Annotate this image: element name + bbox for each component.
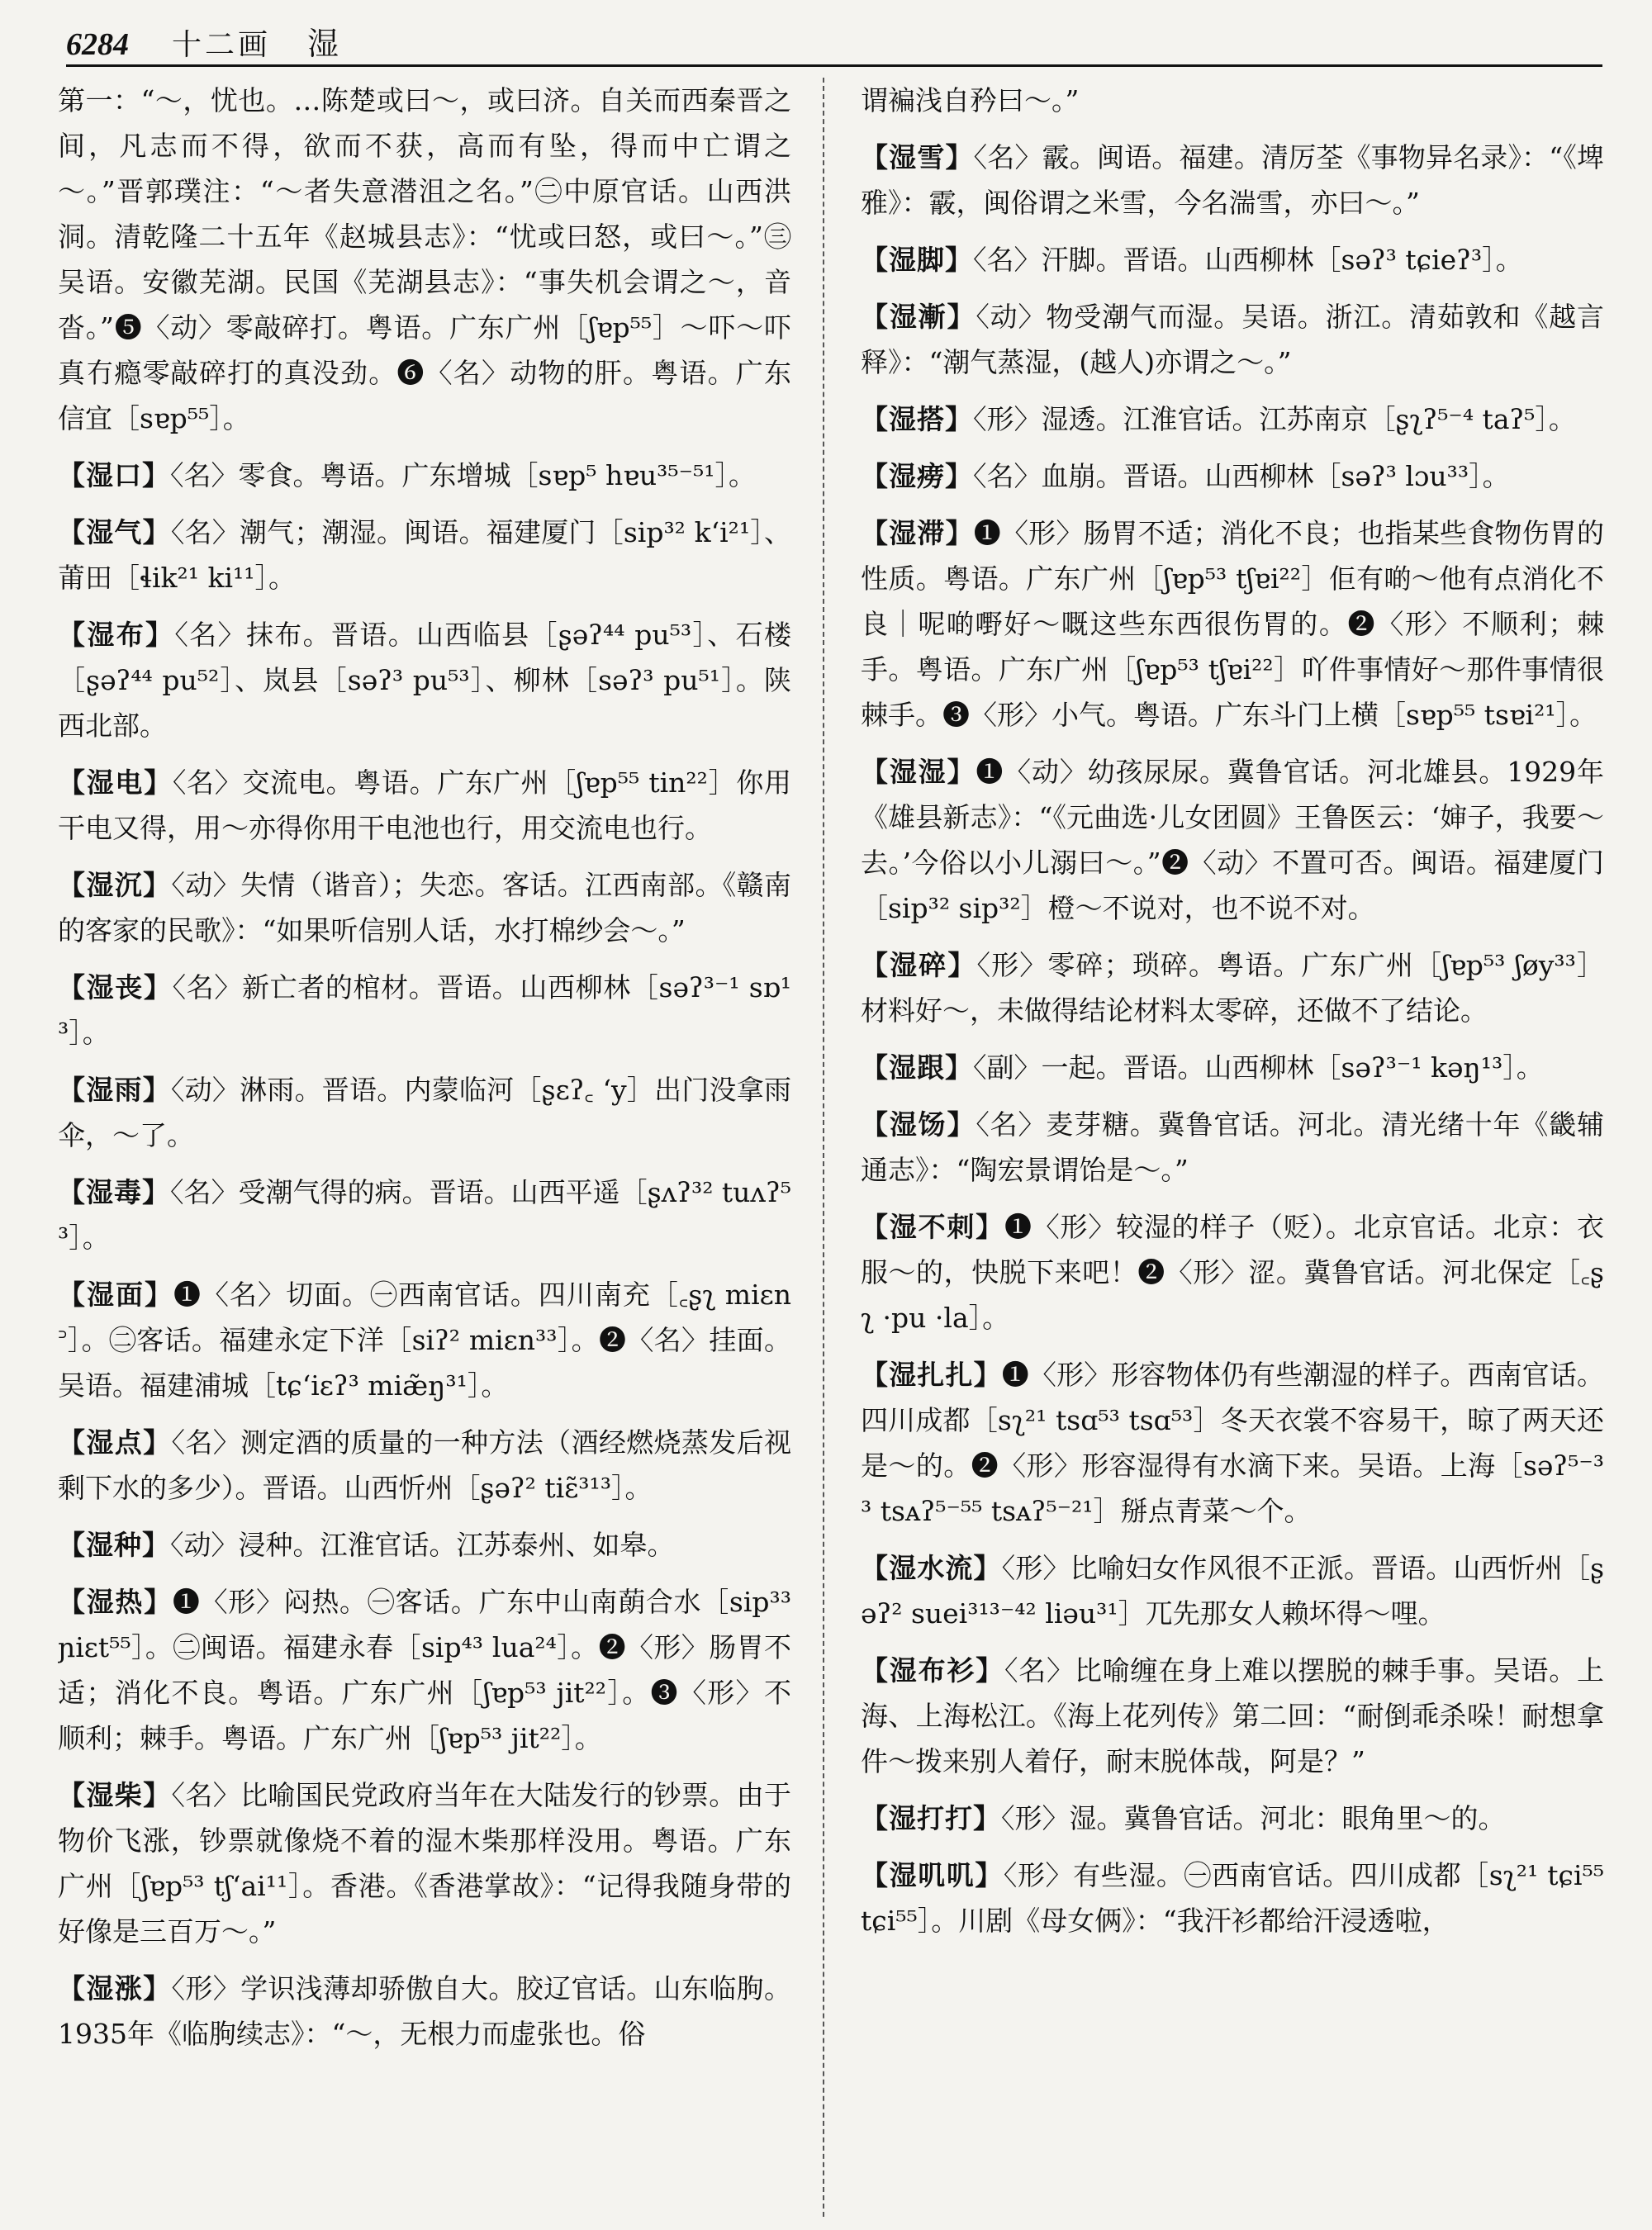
entry-headword: 【湿雨】: [58, 1074, 171, 1106]
entry-definition: ❶〈形〉形容物体仍有些潮湿的样子。西南官话。四川成都［sʅ²¹ tsɑ⁵³ tsɑ⁵³］冬天衣裳不容易干，晾了两天还是～的。❷〈形〉形容湿得有水滴下来。吴语。上海［səʔ⁵⁻³³ tsᴀʔ⁵⁻⁵⁵ tsᴀʔ⁵⁻²¹］掰点青菜～个。: [861, 1359, 1604, 1527]
entry-headword: 【湿不刺】: [861, 1211, 1004, 1243]
entry-headword: 【湿布】: [58, 619, 175, 651]
entry-definition: 〈名〉受潮气得的病。晋语。山西平遥［ʂʌʔ³² tuʌʔ⁵³］。: [58, 1176, 791, 1254]
entry-headword: 【湿跟】: [861, 1051, 973, 1084]
entry-definition: 〈名〉霰。闽语。福建。清厉荃《事物异名录》：“《埤雅》：霰，闽俗谓之米雪，今名湍雪，亦曰～。”: [861, 141, 1604, 219]
stroke-section-label: 十二画: [172, 28, 272, 62]
entry-headword: 【湿打打】: [861, 1802, 1001, 1834]
dictionary-entry: [58, 453, 791, 498]
dictionary-entry: [58, 1966, 791, 2057]
entry-headword: 【湿脚】: [861, 244, 973, 276]
entry-definition: 谓褊浅自矜曰～。”: [861, 84, 1080, 116]
dictionary-entry: [58, 965, 791, 1056]
entry-definition: 〈形〉比喻妇女作风很不正派。晋语。山西忻州［ʂəʔ² suei³¹³⁻⁴² liəu³¹］兀先那女人赖坏得～哩。: [861, 1552, 1604, 1630]
entry-definition: 〈名〉新亡者的棺材。晋语。山西柳林［səʔ³⁻¹ sɒ¹³］。: [58, 971, 791, 1049]
entry-headword: 【湿扎扎】: [861, 1359, 1002, 1391]
entry-definition: 〈形〉零碎；琐碎。粤语。广东广州［ʃɐp⁵³ ʃøy³³］材料好～，未做得结论材料太零碎，还做不了结论。: [861, 949, 1604, 1027]
entry-definition: 〈名〉麦芽糖。冀鲁官话。河北。清光绪十年《畿辅通志》：“陶宏景谓饴是～。”: [861, 1108, 1604, 1186]
dictionary-entry: [58, 612, 791, 748]
entry-headword: 【湿种】: [58, 1529, 170, 1561]
entry-definition: 〈形〉学识浅薄却骄傲自大。胶辽官话。山东临朐。1935年《临朐续志》：“～，无根力而虚张也。俗: [58, 1972, 791, 2050]
entry-definition: 〈名〉交流电。粤语。广东广州［ʃɐp⁵⁵ tin²²］你用干电又得，用～亦得你用干电池也行，用交流电也行。: [58, 766, 791, 844]
entry-definition: 〈名〉测定酒的质量的一种方法（酒经燃烧蒸发后视剩下水的多少）。晋语。山西忻州［ʂəʔ² tiɛ̃³¹³］。: [58, 1426, 791, 1504]
entry-headword: 【湿热】: [58, 1586, 173, 1618]
dictionary-entry: [861, 510, 1604, 738]
entry-headword: 【湿湿】: [861, 756, 976, 788]
dictionary-entry: [861, 1648, 1604, 1784]
dictionary-entry: [861, 1204, 1604, 1340]
dictionary-entry: [861, 1545, 1604, 1636]
dictionary-entry: [58, 1579, 791, 1761]
entry-definition: 〈形〉有些湿。㊀西南官话。四川成都［sʅ²¹ tɕi⁵⁵ tɕi⁵⁵］。川剧《母女俩》：“我汗衫都给汗浸透啦，: [861, 1859, 1604, 1937]
entry-definition: ❶〈形〉肠胃不适；消化不良；也指某些食物伤胃的性质。粤语。广东广州［ʃɐp⁵³ tʃɐi²²］佢有啲～他有点消化不良｜呢啲嘢好～嘅这些东西很伤胃的。❷〈形〉不顺利；棘手。粤语。广东广州［ʃɐp⁵³ tʃɐi²²］吖件事情好～那件事情很棘手。❸〈形〉小气。粤语。广东斗门上横［sɐp⁵⁵ tsɐi²¹］。: [861, 517, 1604, 731]
entry-definition: 〈副〉一起。晋语。山西柳林［səʔ³⁻¹ kəŋ¹³］。: [973, 1051, 1544, 1084]
dictionary-entry: [58, 862, 791, 953]
entry-headword: 【湿毒】: [58, 1176, 171, 1208]
entry-headword: 【湿柴】: [58, 1779, 172, 1811]
entry-headword: 【湿口】: [58, 459, 170, 491]
entry-definition: 〈名〉抹布。晋语。山西临县［ʂəʔ⁴⁴ pu⁵³］、石楼［ʂəʔ⁴⁴ pu⁵²］、岚县［səʔ³ pu⁵³］、柳林［səʔ³ pu⁵¹］。陕西北部。: [58, 619, 791, 742]
entry-headword: 【湿布衫】: [861, 1654, 1004, 1687]
entry-definition: 〈名〉比喻国民党政府当年在大陆发行的钞票。由于物价飞涨，钞票就像烧不着的湿木柴那样没用。粤语。广东广州［ʃɐp⁵³ tʃʻai¹¹］。香港。《香港掌故》：“记得我随身带的好像是三百万～。”: [58, 1779, 791, 1948]
dictionary-entry: [861, 78, 1604, 123]
entry-headword: 【湿漸】: [861, 301, 976, 333]
dictionary-entry: [861, 396, 1604, 442]
entry-definition: 第一：“～，忧也。…陈楚或曰～，或曰济。自关而西秦晋之间，凡志而不得，欲而不获，高而有坠，得而中亡谓之～。”晋郭璞注：“～者失意潜沮之名。”㊁中原官话。山西洪洞。清乾隆二十五年《赵城县志》：“忧或曰怒，或曰～。”㊂吴语。安徽芜湖。民国《芜湖县志》：“事失机会谓之～，音沓。”❺〈动〉零敲碎打。粤语。广东广州［ʃɐp⁵⁵］～吓～吓真冇瘾零敲碎打的真没劲。❻〈名〉动物的肝。粤语。广东信宜［sɐp⁵⁵］。: [58, 84, 791, 434]
entry-headword: 【湿丧】: [58, 971, 173, 1004]
entry-headword: 【湿电】: [58, 766, 173, 799]
dictionary-entry: [861, 237, 1604, 282]
dictionary-entry: [861, 1796, 1604, 1841]
entry-definition: 〈动〉失情（谐音）；失恋。客话。江西南部。《赣南的客家的民歌》：“如果听信别人话，水打棉纱会～。”: [58, 869, 791, 947]
entry-definition: ❶〈形〉闷热。㊀客话。广东中山南蓢合水［sip³³ ɲiɛt⁵⁵］。㊁闽语。福建永春［sip⁴³ lua²⁴］。❷〈形〉肠胃不适；消化不良。粤语。广东广州［ʃɐp⁵³ jit²²］。❸〈形〉不顺利；棘手。粤语。广东广州［ʃɐp⁵³ jit²²］。: [58, 1586, 791, 1754]
dictionary-entry: [58, 1272, 791, 1408]
entry-definition: ❶〈名〉切面。㊀西南官话。四川南充［꜀ʂʅ miɛn꜄］。㊁客话。福建永定下洋［siʔ² miɛn³³］。❷〈名〉挂面。吴语。福建浦城［tɕʻiɛʔ³ miæ̃ŋ³¹］。: [58, 1279, 791, 1402]
left-column: [58, 78, 791, 2222]
entry-headword: 【湿滞】: [861, 517, 974, 549]
entry-headword: 【湿沉】: [58, 869, 172, 901]
entry-headword: 【湿叽叽】: [861, 1859, 1004, 1891]
entry-definition: 〈形〉湿。冀鲁官话。河北：眼角里～的。: [1001, 1802, 1506, 1834]
dictionary-entry: [861, 294, 1604, 385]
dictionary-entry: [58, 1420, 791, 1511]
entry-headword: 【湿水流】: [861, 1552, 1002, 1584]
entry-definition: 〈名〉汗脚。晋语。山西柳林［səʔ³ tɕieʔ³］。: [973, 244, 1523, 276]
dictionary-entry: [58, 510, 791, 600]
entry-definition: 〈形〉湿透。江淮官话。江苏南京［ʂʅʔ⁵⁻⁴ taʔ⁵］。: [973, 403, 1576, 435]
dictionary-entry: [861, 135, 1604, 225]
entry-headword: 【湿涨】: [58, 1972, 172, 2005]
entry-headword: 【湿碎】: [861, 949, 977, 981]
entry-definition: 〈名〉血崩。晋语。山西柳林［səʔ³ lɔu³³］。: [973, 460, 1510, 492]
column-divider: [823, 78, 824, 2217]
page-number: 6284: [66, 27, 129, 62]
entry-definition: 〈名〉零食。粤语。广东增城［sɐp⁵ hɐu³⁵⁻⁵¹］。: [170, 459, 756, 491]
dictionary-entry: [861, 1102, 1604, 1193]
entry-definition: 〈名〉潮气；潮湿。闽语。福建厦门［sip³² kʻi²¹］、莆田［ɬik²¹ ki¹¹］。: [58, 516, 791, 594]
dictionary-entry: [861, 1853, 1604, 1943]
header-character: 湿: [307, 26, 339, 62]
entry-headword: 【湿痨】: [861, 460, 973, 492]
entry-definition: 〈动〉浸种。江淮官话。江苏泰州、如皋。: [170, 1529, 675, 1561]
entry-headword: 【湿饧】: [861, 1108, 976, 1141]
page-header: [66, 18, 1602, 67]
entry-headword: 【湿点】: [58, 1426, 172, 1459]
entry-definition: 〈动〉物受潮气而湿。吴语。浙江。清茹敦和《越言释》：“潮气蒸湿，(越人)亦谓之～。”: [861, 301, 1604, 378]
entry-headword: 【湿雪】: [861, 141, 974, 173]
dictionary-entry: [58, 1522, 791, 1568]
right-column: [861, 78, 1604, 2222]
dictionary-entry: [861, 1352, 1604, 1534]
entry-definition: ❶〈形〉较湿的样子（贬）。北京官话。北京：衣服～的，快脱下来吧！❷〈形〉涩。冀鲁官话。河北保定［꜀ʂʅ ·pu ·la］。: [861, 1211, 1604, 1334]
dictionary-entry: [861, 749, 1604, 931]
entry-headword: 【湿面】: [58, 1279, 173, 1311]
dictionary-entry: [861, 453, 1604, 499]
dictionary-entry: [58, 1170, 791, 1260]
dictionary-entry: [58, 1772, 791, 1954]
dictionary-entry: [861, 1045, 1604, 1090]
dictionary-entry: [861, 942, 1604, 1033]
entry-definition: 〈动〉淋雨。晋语。内蒙临河［ʂɛʔ꜀ ʻy］出门没拿雨伞，～了。: [58, 1074, 791, 1151]
entry-headword: 【湿搭】: [861, 403, 973, 435]
dictionary-entry: [58, 1067, 791, 1158]
dictionary-entry: [58, 78, 791, 441]
entry-definition: 〈名〉比喻缠在身上难以摆脱的棘手事。吴语。上海、上海松江。《海上花列传》第二回：“耐倒乖杀哚！耐想拿件～拨来别人着仔，耐末脱体哉，阿是？”: [861, 1654, 1604, 1777]
dictionary-entry: [58, 760, 791, 851]
entry-headword: 【湿气】: [58, 516, 171, 548]
entry-definition: ❶〈动〉幼孩尿尿。冀鲁官话。河北雄县。1929年《雄县新志》：“《元曲选·儿女团圆》王鲁医云：‘婶子，我要～去。’今俗以小儿溺曰～。”❷〈动〉不置可否。闽语。福建厦门［sip³² sip³²］橙～不说对，也不说不对。: [861, 756, 1604, 924]
